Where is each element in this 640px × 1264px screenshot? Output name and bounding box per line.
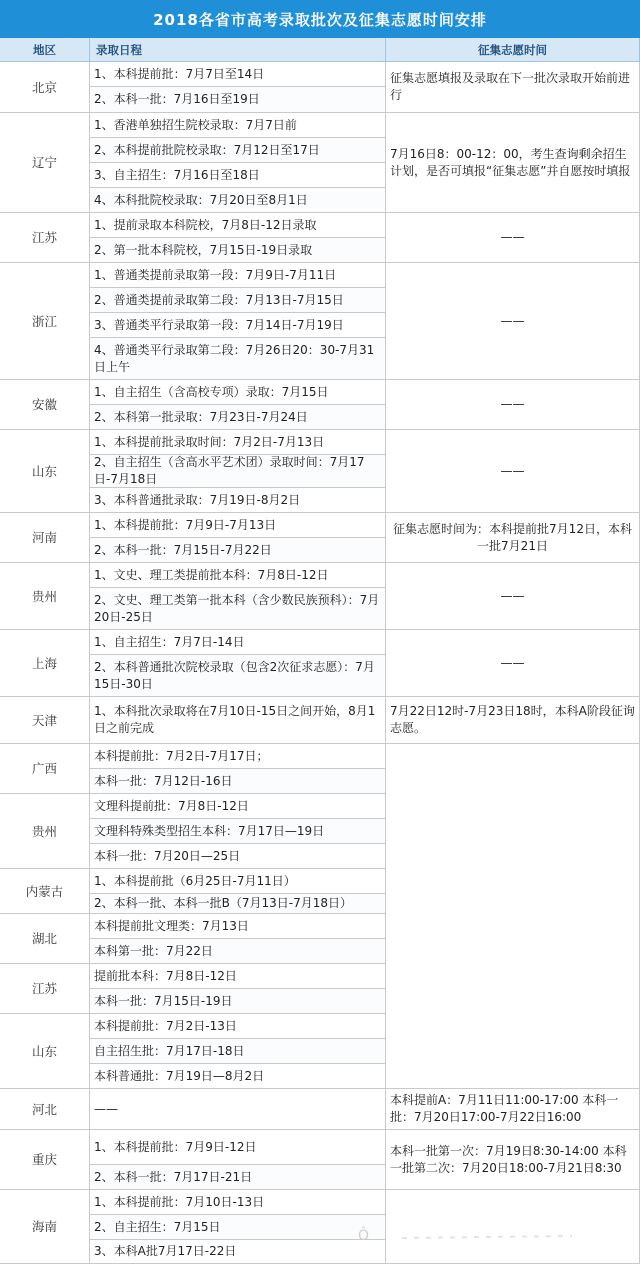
schedule-item: 本科提前批文理类：7月13日 — [90, 914, 386, 939]
schedule-item: 2、普通类提前录取第二段：7月13日-7月15日 — [90, 288, 386, 313]
supplement-cell — [386, 430, 640, 513]
dash-mark: —— — [500, 588, 525, 603]
region-cell: 重庆 — [0, 1130, 90, 1190]
region-cell: 浙江 — [0, 263, 90, 380]
supplement-cell — [386, 380, 640, 430]
schedule-item: 1、本科提前批：7月9日-7月13日 — [90, 513, 386, 538]
schedule-item: 提前批本科：7月8日-12日 — [90, 964, 386, 989]
dash-mark: —— — [500, 463, 525, 478]
region-cell: 河北 — [0, 1089, 90, 1130]
region-cell: 贵州 — [0, 563, 90, 630]
schedule-item: 1、文史、理工类提前批本科：7月8日-12日 — [90, 563, 386, 588]
schedule-item: 2、本科一批、本科一批B（7月13日-7月18日） — [90, 894, 386, 914]
region-cell: 广西 — [0, 744, 90, 794]
region-cell: 江苏 — [0, 964, 90, 1014]
schedule-item: 2、本科一批：7月17日-21日 — [90, 1165, 386, 1190]
schedule-item: 文理科特殊类型招生本科：7月17日—19日 — [90, 819, 386, 844]
schedule-item: 本科一批：7月12日-16日 — [90, 769, 386, 794]
schedule-item: 2、本科一批：7月16日至19日 — [90, 87, 386, 113]
supplement-cell — [386, 263, 640, 380]
schedule-item: 2、本科第一批录取：7月23日-7月24日 — [90, 405, 386, 430]
schedule-item: 2、本科普通批次院校录取（包含2次征求志愿）：7月15日-30日 — [90, 655, 386, 697]
schedule-item: 本科普通批：7月19日—8月2日 — [90, 1064, 386, 1089]
schedule-item: 1、本科提前批：7月7日至14日 — [90, 62, 386, 87]
schedule-item: 4、普通类平行录取第二段：7月26日20：30-7月31日上午 — [90, 338, 386, 380]
region-cell: 海南 — [0, 1190, 90, 1264]
supplement-cell: 征集志愿填报及录取在下一批次录取开始前进行 — [386, 62, 640, 113]
schedule-item: 3、本科普通批录取：7月19日-8月2日 — [90, 488, 386, 513]
supplement-cell — [386, 563, 640, 630]
schedule-item: 3、自主招生：7月16日至18日 — [90, 163, 386, 188]
schedule-item: 1、本科批次录取将在7月10日-15日之间开始，8月1日之前完成 — [90, 697, 386, 744]
schedule-item: 2、第一批本科院校，7月15日-19日录取 — [90, 238, 386, 263]
region-cell: 山东 — [0, 430, 90, 513]
schedule-item: 2、自主招生（含高水平艺术团）录取时间：7月17日-7月18日 — [90, 455, 386, 488]
schedule-item: 2、本科提前批院校录取：7月12日至17日 — [90, 138, 386, 163]
region-cell: 内蒙古 — [0, 869, 90, 914]
region-cell: 山东 — [0, 1014, 90, 1089]
schedule-item: 1、本科提前批：7月10日-13日 — [90, 1190, 386, 1215]
schedule-item: 文理科提前批：7月8日-12日 — [90, 794, 386, 819]
supplement-cell — [386, 744, 640, 1089]
dash-mark: —— — [500, 313, 525, 328]
supplement-cell — [386, 213, 640, 263]
schedule-item: 1、香港单独招生院校录取：7月7日前 — [90, 113, 386, 138]
schedule-item: 本科一批：7月15日-19日 — [90, 989, 386, 1014]
schedule-item: 1、本科提前批（6月25日-7月11日） — [90, 869, 386, 894]
schedule-item: 本科一批：7月20日—25日 — [90, 844, 386, 869]
schedule-item: 2、本科一批：7月15日-7月22日 — [90, 538, 386, 563]
region-cell: 安徽 — [0, 380, 90, 430]
dash-mark: —— — [94, 1101, 118, 1116]
schedule-item — [90, 1089, 386, 1130]
header-supplement: 征集志愿时间 — [386, 38, 640, 62]
schedule-item: 1、提前录取本科院校，7月8日-12日录取 — [90, 213, 386, 238]
schedule-item: 本科提前批：7月2日-7月17日； — [90, 744, 386, 769]
schedule-item: 本科提前批：7月2日-13日 — [90, 1014, 386, 1039]
schedule-item: 2、自主招生：7月15日 — [90, 1215, 386, 1240]
schedule-item: 1、自主招生：7月7日-14日 — [90, 630, 386, 655]
supplement-cell: 本科一批第一次：7月19日8:30-14:00 本科一批第二次：7月20日18:00-7月21日8:30 — [386, 1130, 640, 1190]
schedule-item: 1、本科提前批录取时间：7月2日-7月13日 — [90, 430, 386, 455]
header-region: 地区 — [0, 38, 90, 62]
page-title: 2018各省市高考录取批次及征集志愿时间安排 — [0, 0, 640, 38]
dash-mark: —— — [500, 397, 525, 411]
svg-text:Ô: Ô — [358, 1228, 370, 1244]
schedule-item: 1、自主招生（含高校专项）录取：7月15日 — [90, 380, 386, 405]
region-cell: 贵州 — [0, 794, 90, 869]
region-cell: 天津 — [0, 697, 90, 744]
supplement-cell: 征集志愿时间为：本科提前批7月12日，本科一批7月21日 — [386, 513, 640, 563]
watermark-logo — [350, 1210, 580, 1264]
region-cell: 河南 — [0, 513, 90, 563]
schedule-item: 1、本科提前批：7月9日-12日 — [90, 1130, 386, 1165]
schedule-item: 3、普通类平行录取第一段：7月14日-7月19日 — [90, 313, 386, 338]
supplement-cell: 本科提前A：7月11日11:00-17:00 本科一批：7月20日17:00-7月22日16:00 — [386, 1089, 640, 1130]
supplement-cell: 7月16日8：00-12：00，考生查询剩余招生计划，是否可填报“征集志愿”并自愿按时填报 — [386, 113, 640, 213]
region-cell: 湖北 — [0, 914, 90, 964]
region-cell: 辽宁 — [0, 113, 90, 213]
region-cell: 上海 — [0, 630, 90, 697]
schedule-item: 1、普通类提前录取第一段：7月9日-7月11日 — [90, 263, 386, 288]
schedule-item: 自主招生批：7月17日-18日 — [90, 1039, 386, 1064]
dash-mark: —— — [500, 655, 525, 670]
supplement-cell — [386, 630, 640, 697]
supplement-cell: 7月22日12时-7月23日18时，本科A阶段征询志愿。 — [386, 697, 640, 744]
region-cell: 北京 — [0, 62, 90, 113]
dash-mark: —— — [500, 230, 525, 244]
schedule-item: 本科第一批：7月22日 — [90, 939, 386, 964]
schedule-item: 3、本科A批7月17日-22日 — [90, 1240, 386, 1264]
schedule-item: 4、本科批院校录取：7月20日至8月1日 — [90, 188, 386, 213]
region-cell: 江苏 — [0, 213, 90, 263]
schedule-item: 2、文史、理工类第一批本科（含少数民族预科）：7月20日-25日 — [90, 588, 386, 630]
header-schedule: 录取日程 — [90, 38, 386, 62]
